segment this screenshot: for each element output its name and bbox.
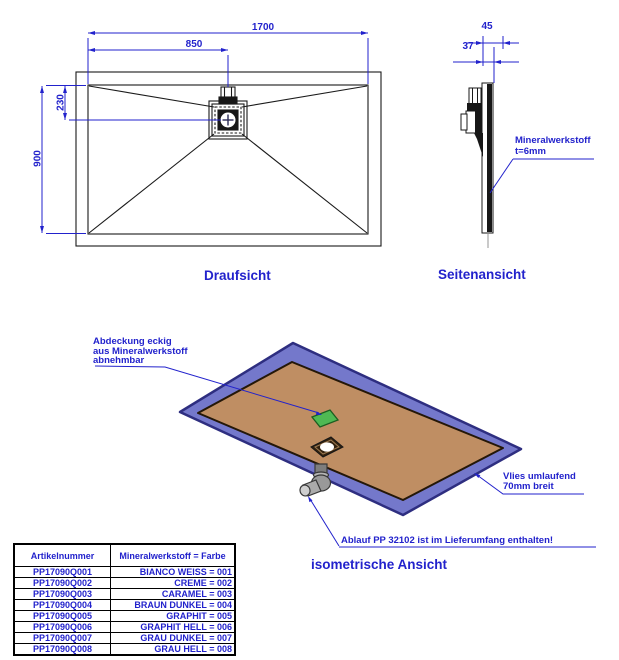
fleece-note-line2: 70mm breit	[503, 480, 554, 492]
cell-farbe: CARAMEL = 003	[111, 589, 236, 600]
parts-table-header-artikelnummer: Artikelnummer	[14, 544, 111, 567]
slope-line	[242, 134, 367, 233]
table-row	[14, 622, 235, 633]
cover-note	[93, 337, 188, 366]
parts-table-header-row	[14, 544, 235, 567]
cell-farbe: GRAPHIT = 005	[111, 611, 236, 622]
cell-artikelnummer: PP17090Q004	[14, 600, 111, 611]
top-view-dimensions	[40, 31, 368, 234]
cover-note-line2: aus Mineralwerkstoff	[93, 345, 188, 357]
top-view	[76, 72, 381, 246]
dim-label-body-depth: 37	[462, 41, 474, 52]
cover-note-line3: abnehmbar	[93, 355, 145, 367]
cell-artikelnummer: PP17090Q005	[14, 611, 111, 622]
cell-artikelnummer: PP17090Q003	[14, 589, 111, 600]
cell-farbe: GRAU HELL = 008	[111, 644, 236, 656]
dim-label-width: 1700	[251, 22, 275, 33]
table-row	[14, 600, 235, 611]
material-note-line2: t=6mm	[515, 146, 546, 157]
table-row	[14, 644, 235, 656]
dim-label-total-depth: 45	[481, 21, 493, 32]
cell-artikelnummer: PP17090Q007	[14, 633, 111, 644]
cell-farbe: GRAPHIT HELL = 006	[111, 622, 236, 633]
table-row	[14, 578, 235, 589]
cell-farbe: CREME = 002	[111, 578, 236, 589]
material-note-line1: Mineralwerkstoff	[515, 135, 591, 146]
iso-view-title: isometrische Ansicht	[311, 557, 448, 572]
table-row	[14, 611, 235, 622]
drain-note: Ablauf PP 32102 ist im Lieferumfang enthalten!	[341, 535, 554, 546]
cell-artikelnummer: PP17090Q002	[14, 578, 111, 589]
dim-label-height: 900	[32, 150, 44, 167]
cell-farbe: BRAUN DUNKEL = 004	[111, 600, 236, 611]
slope-line	[89, 86, 214, 107]
cell-artikelnummer: PP17090Q006	[14, 622, 111, 633]
dim-label-drain-x: 850	[185, 39, 203, 50]
drain-fitting-side	[461, 88, 483, 157]
drain-fitting-top	[219, 87, 237, 104]
parts-table-header-farbe: Mineralwerkstoff = Farbe	[111, 544, 236, 567]
dim-label-drain-y: 230	[55, 94, 67, 111]
cell-farbe: BIANCO WEISS = 001	[111, 567, 236, 578]
cover-note-line1: Abdeckung eckig	[93, 336, 172, 347]
fleece-note-line1: Vlies umlaufend	[503, 471, 576, 482]
table-row	[14, 589, 235, 600]
side-view-panel	[482, 83, 493, 248]
cell-farbe: GRAU DUNKEL = 007	[111, 633, 236, 644]
iso-view	[95, 343, 596, 547]
material-note-leader	[490, 159, 594, 193]
slope-line	[242, 86, 367, 107]
side-view-title: Seitenansicht	[438, 267, 526, 282]
cell-artikelnummer: PP17090Q001	[14, 567, 111, 578]
table-row	[14, 633, 235, 644]
parts-table	[13, 543, 236, 656]
cell-artikelnummer: PP17090Q008	[14, 644, 111, 656]
slope-line	[89, 134, 214, 233]
top-view-title: Draufsicht	[204, 268, 271, 283]
table-row	[14, 567, 235, 578]
fleece-note	[503, 472, 576, 491]
